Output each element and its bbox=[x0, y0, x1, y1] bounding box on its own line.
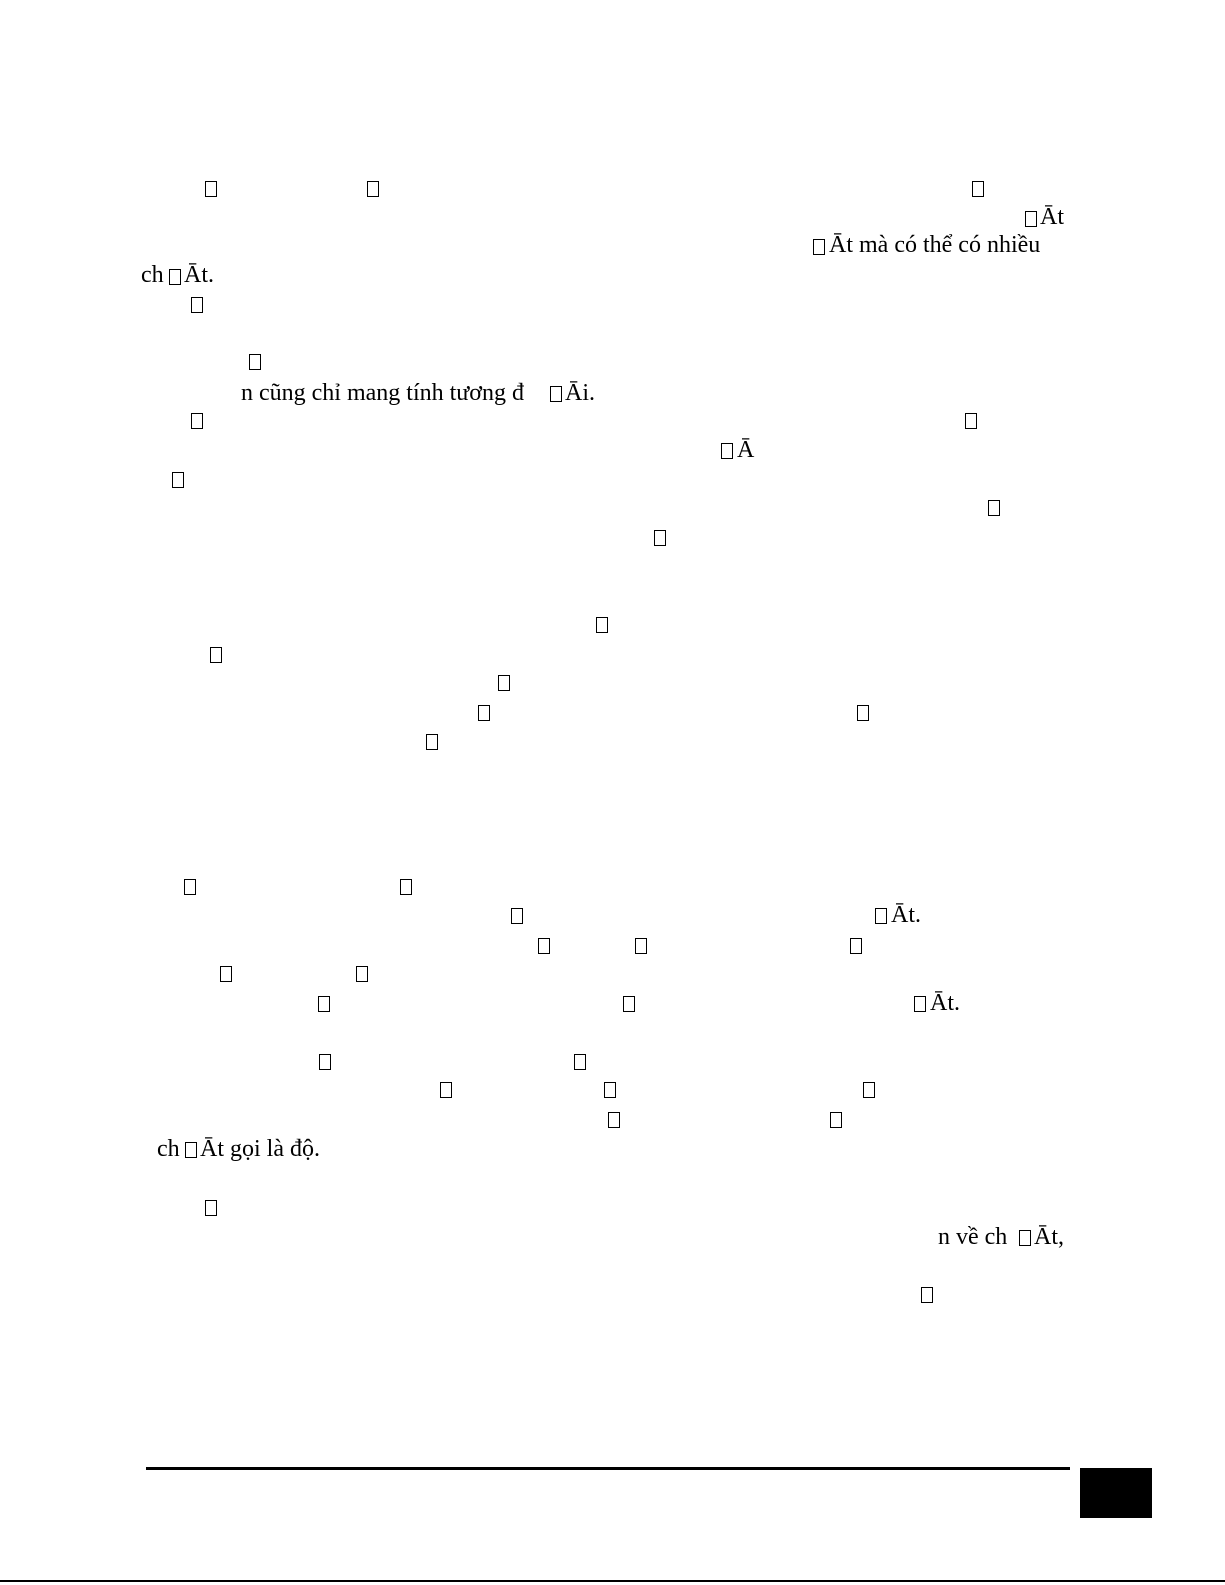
missing-glyph-box bbox=[850, 938, 862, 954]
missing-glyph-box bbox=[172, 472, 184, 488]
page-number-block bbox=[1080, 1468, 1152, 1518]
missing-glyph-box bbox=[813, 239, 825, 255]
missing-glyph-box bbox=[191, 297, 203, 313]
text-fragment: Āt. bbox=[930, 990, 960, 1016]
missing-glyph-box bbox=[1025, 211, 1037, 227]
missing-glyph-box bbox=[965, 413, 977, 429]
missing-glyph-box bbox=[400, 879, 412, 895]
text-fragment: Āt mà có thể có nhiều bbox=[829, 232, 1041, 258]
text-fragment: n cũng chỉ mang tính tương đ bbox=[241, 380, 524, 406]
missing-glyph-box bbox=[988, 500, 1000, 516]
footer-rule bbox=[146, 1467, 1070, 1470]
text-fragment: Āt. bbox=[184, 262, 214, 288]
missing-glyph-box bbox=[185, 1142, 197, 1158]
missing-glyph-box bbox=[356, 966, 368, 982]
missing-glyph-box bbox=[608, 1112, 620, 1128]
missing-glyph-box bbox=[538, 938, 550, 954]
text-fragment: Āt bbox=[1040, 204, 1064, 230]
text-fragment: Āt gọi là độ. bbox=[200, 1136, 320, 1162]
missing-glyph-box bbox=[623, 996, 635, 1012]
text-fragment: Ā bbox=[737, 437, 755, 463]
missing-glyph-box bbox=[921, 1287, 933, 1303]
missing-glyph-box bbox=[1019, 1230, 1031, 1246]
missing-glyph-box bbox=[220, 966, 232, 982]
missing-glyph-box bbox=[875, 908, 887, 924]
missing-glyph-box bbox=[972, 181, 984, 197]
missing-glyph-box bbox=[426, 734, 438, 750]
missing-glyph-box bbox=[857, 705, 869, 721]
missing-glyph-box bbox=[169, 269, 181, 285]
missing-glyph-box bbox=[318, 996, 330, 1012]
text-fragment: ch bbox=[141, 262, 164, 288]
text-fragment: ch bbox=[157, 1136, 180, 1162]
missing-glyph-box bbox=[654, 530, 666, 546]
missing-glyph-box bbox=[574, 1054, 586, 1070]
missing-glyph-box bbox=[596, 617, 608, 633]
missing-glyph-box bbox=[914, 996, 926, 1012]
missing-glyph-box bbox=[604, 1082, 616, 1098]
missing-glyph-box bbox=[367, 181, 379, 197]
missing-glyph-box bbox=[863, 1082, 875, 1098]
missing-glyph-box bbox=[205, 181, 217, 197]
missing-glyph-box bbox=[210, 647, 222, 663]
missing-glyph-box bbox=[319, 1054, 331, 1070]
missing-glyph-box bbox=[184, 879, 196, 895]
missing-glyph-box bbox=[498, 675, 510, 691]
text-fragment: Āt, bbox=[1034, 1224, 1064, 1250]
text-fragment: Āt. bbox=[891, 902, 921, 928]
text-fragment: Āi. bbox=[565, 380, 595, 406]
missing-glyph-box bbox=[511, 908, 523, 924]
missing-glyph-box bbox=[249, 354, 261, 370]
missing-glyph-box bbox=[191, 413, 203, 429]
missing-glyph-box bbox=[721, 443, 733, 459]
missing-glyph-box bbox=[440, 1082, 452, 1098]
text-fragment: n về ch bbox=[938, 1224, 1008, 1250]
missing-glyph-box bbox=[478, 705, 490, 721]
bottom-edge-rule bbox=[0, 1580, 1225, 1582]
missing-glyph-box bbox=[635, 938, 647, 954]
missing-glyph-box bbox=[205, 1200, 217, 1216]
missing-glyph-box bbox=[550, 386, 562, 402]
missing-glyph-box bbox=[830, 1112, 842, 1128]
